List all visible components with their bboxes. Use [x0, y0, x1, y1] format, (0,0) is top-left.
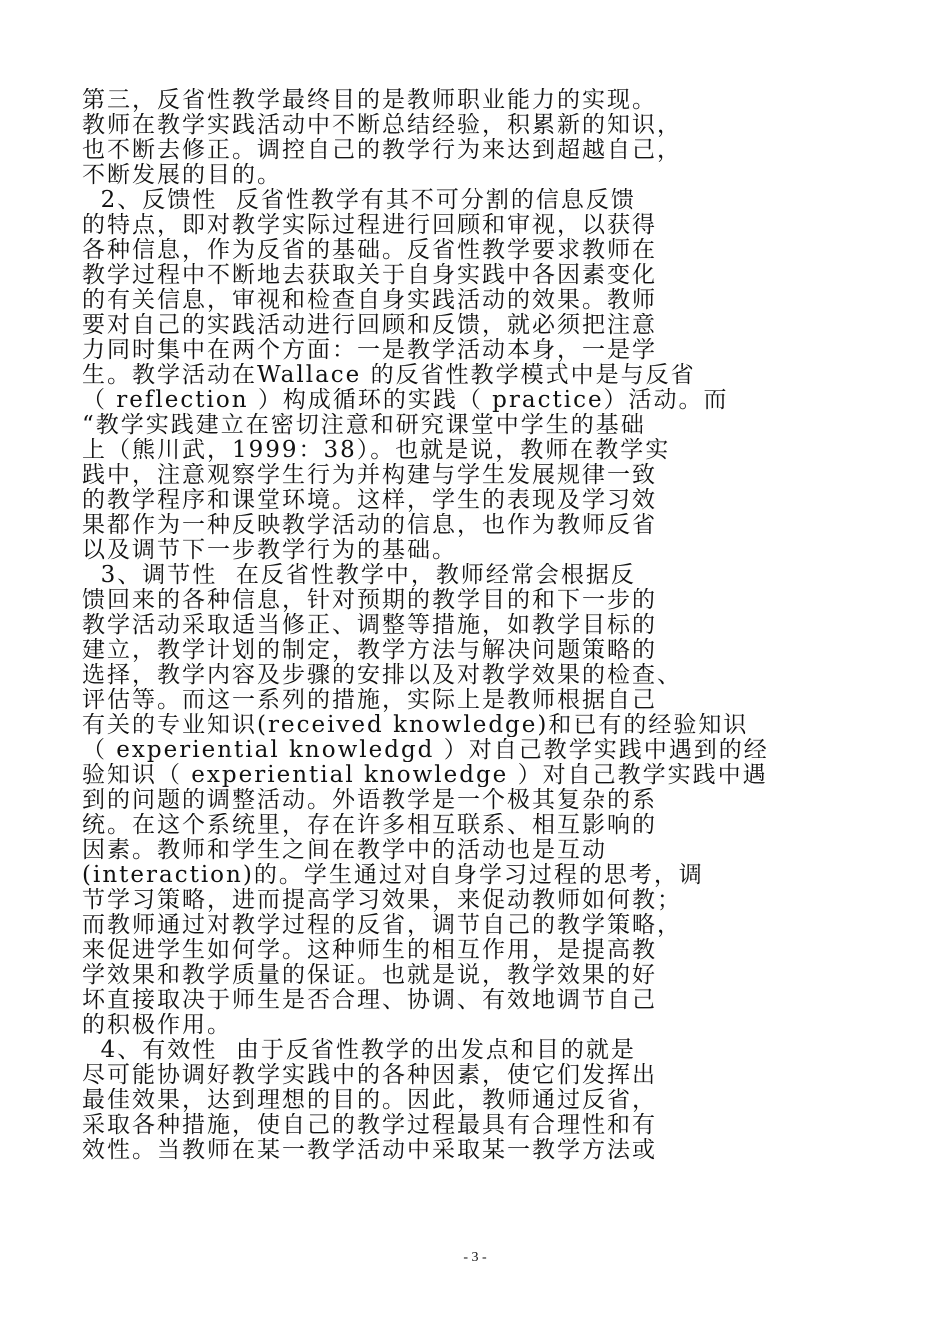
text-line-6: 的特点，即对教学实际过程进行回顾和审视，以获得	[82, 213, 657, 237]
text-line-17: 的教学程序和课堂环境。这样，学生的表现及学习效	[82, 488, 657, 512]
text-line-11: 力同时集中在两个方面：一是教学活动本身，一是学	[82, 338, 657, 362]
text-line-25: 评估等。而这一系列的措施，实际上是教师根据自己	[82, 688, 657, 712]
text-line-35: 来促进学生如何学。这种师生的相互作用，是提高教	[82, 938, 657, 962]
text-line-18: 果都作为一种反映教学活动的信息，也作为教师反省	[82, 513, 657, 537]
text-line-26: 有关的专业知识(received knowledge)和已有的经验知识	[82, 713, 749, 737]
text-line-10: 要对自己的实践活动进行回顾和反馈，就必须把注意	[82, 313, 657, 337]
text-line-30: 统。在这个系统里，存在许多相互联系、相互影响的	[82, 813, 657, 837]
text-line-8: 教学过程中不断地去获取关于自身实践中各因素变化	[82, 263, 657, 287]
text-line-38: 的积极作用。	[82, 1013, 232, 1037]
text-line-33: 节学习策略，进而提高学习效果，来促动教师如何教；	[82, 888, 682, 912]
text-line-42: 采取各种措施，使自己的教学过程最具有合理性和有	[82, 1113, 657, 1137]
text-line-37: 坏直接取决于师生是否合理、协调、有效地调节自己	[82, 988, 657, 1012]
text-line-22: 教学活动采取适当修正、调整等措施，如教学目标的	[82, 613, 657, 637]
text-line-27: （ experiential knowledgd ）对自己教学实践中遇到的经	[82, 738, 769, 762]
text-line-19: 以及调节下一步教学行为的基础。	[82, 538, 457, 562]
text-line-34: 而教师通过对教学过程的反省，调节自己的教学策略，	[82, 913, 682, 937]
text-line-20: 3、调节性 在反省性教学中，教师经常会根据反	[82, 563, 636, 587]
text-line-39: 4、有效性 由于反省性教学的出发点和目的就是	[82, 1038, 636, 1062]
text-line-4: 不断发展的目的。	[82, 163, 282, 187]
text-line-28: 验知识（ experiential knowledge ）对自己教学实践中遇	[82, 763, 768, 787]
text-line-31: 因素。教师和学生之间在教学中的活动也是互动	[82, 838, 607, 862]
text-line-1: 第三，反省性教学最终目的是教师职业能力的实现。	[82, 88, 657, 112]
text-line-36: 学效果和教学质量的保证。也就是说，教学效果的好	[82, 963, 657, 987]
text-line-41: 最佳效果，达到理想的目的。因此，教师通过反省，	[82, 1088, 657, 1112]
text-line-21: 馈回来的各种信息，针对预期的教学目的和下一步的	[82, 588, 657, 612]
page-number: - 3 -	[463, 1250, 487, 1265]
text-line-40: 尽可能协调好教学实践中的各种因素，使它们发挥出	[82, 1063, 657, 1087]
text-line-29: 到的问题的调整活动。外语教学是一个极其复杂的系	[82, 788, 657, 812]
text-line-16: 践中，注意观察学生行为并构建与学生发展规律一致	[82, 463, 657, 487]
text-line-3: 也不断去修正。调控自己的教学行为来达到超越自己，	[82, 138, 682, 162]
text-line-13: （ reflection ）构成循环的实践（ practice）活动。而	[82, 388, 729, 412]
text-line-5: 2、反馈性 反省性教学有其不可分割的信息反馈	[82, 188, 636, 212]
text-line-23: 建立，教学计划的制定，教学方法与解决问题策略的	[82, 638, 657, 662]
text-line-2: 教师在教学实践活动中不断总结经验，积累新的知识，	[82, 113, 682, 137]
text-line-9: 的有关信息，审视和检查自身实践活动的效果。教师	[82, 288, 657, 312]
text-line-43: 效性。当教师在某一教学活动中采取某一教学方法或	[82, 1138, 657, 1162]
text-line-24: 选择，教学内容及步骤的安排以及对教学效果的检查、	[82, 663, 682, 687]
text-line-32: (interaction)的。学生通过对自身学习过程的思考，调	[82, 863, 704, 887]
text-line-7: 各种信息，作为反省的基础。反省性教学要求教师在	[82, 238, 657, 262]
text-line-12: 生。教学活动在Wallace 的反省性教学模式中是与反省	[82, 363, 696, 387]
text-line-14: “教学实践建立在密切注意和研究课堂中学生的基础	[82, 413, 646, 437]
text-line-15: 上（熊川武，1999：38）。也就是说，教师在教学实	[82, 438, 671, 462]
